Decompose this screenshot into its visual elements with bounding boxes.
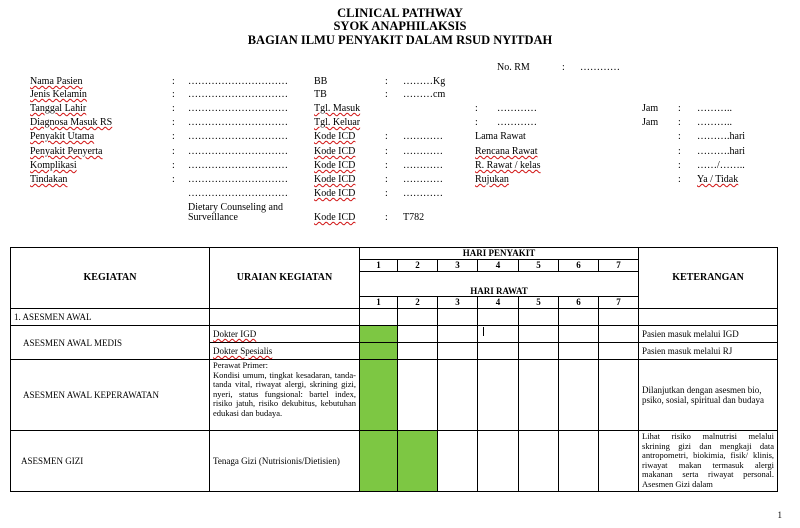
text-cursor bbox=[483, 327, 484, 336]
lama-rawat-label: Lama Rawat bbox=[475, 131, 526, 142]
lama-rawat-field[interactable]: ……….hari bbox=[697, 131, 746, 142]
dokter-igd-keterangan: Pasien masuk melalui IGD bbox=[639, 326, 778, 343]
kode-icd-field[interactable]: ………… bbox=[403, 146, 443, 157]
pathway-title: CLINICAL PATHWAY bbox=[337, 6, 463, 20]
colon: : bbox=[172, 76, 175, 87]
diagnosa-label: Diagnosa Masuk RS bbox=[30, 117, 113, 128]
day-cell-filled[interactable] bbox=[360, 326, 398, 343]
colon: : bbox=[172, 131, 175, 142]
colon: : bbox=[678, 160, 681, 171]
tgl-masuk-label: Tgl. Masuk bbox=[314, 103, 361, 114]
jenis-kelamin-field[interactable]: ………………………… bbox=[188, 89, 288, 100]
kode-icd-field[interactable]: ………… bbox=[403, 188, 443, 199]
r-rawat-label: R. Rawat / kelas bbox=[475, 160, 541, 171]
dietary-label-1: Dietary Counseling and bbox=[188, 202, 283, 213]
tb-value[interactable]: ………cm bbox=[403, 89, 446, 100]
day-cell[interactable] bbox=[478, 360, 519, 431]
pathway-subtitle: SYOK ANAPHILAKSIS bbox=[333, 19, 467, 33]
hari-penyakit-day: 7 bbox=[599, 259, 639, 271]
colon: : bbox=[475, 103, 478, 114]
day-cell[interactable] bbox=[559, 343, 599, 360]
day-cell[interactable] bbox=[599, 360, 639, 431]
no-rm-value[interactable]: ………… bbox=[580, 62, 620, 73]
colon: : bbox=[678, 117, 681, 128]
day-cell[interactable] bbox=[438, 360, 478, 431]
hari-rawat-day: 3 bbox=[438, 296, 478, 308]
komplikasi-label: Komplikasi bbox=[30, 160, 77, 171]
day-cell[interactable] bbox=[438, 326, 478, 343]
perawat-title: Perawat Primer: bbox=[213, 360, 268, 370]
colon: : bbox=[385, 160, 388, 171]
clinical-pathway-table bbox=[10, 247, 778, 492]
colon: : bbox=[385, 131, 388, 142]
kode-icd-field[interactable]: ………… bbox=[403, 131, 443, 142]
asesmen-gizi-label: ASESMEN GIZI bbox=[11, 431, 210, 492]
nama-pasien-label: Nama Pasien bbox=[30, 76, 83, 87]
day-cell[interactable] bbox=[478, 326, 519, 343]
colon: : bbox=[385, 174, 388, 185]
day-cell[interactable] bbox=[519, 326, 559, 343]
penyakit-utama-label: Penyakit Utama bbox=[30, 131, 95, 142]
tanggal-lahir-label: Tanggal Lahir bbox=[30, 103, 87, 114]
header-kegiatan: KEGIATAN bbox=[11, 248, 210, 309]
colon: : bbox=[172, 89, 175, 100]
pathway-department: BAGIAN ILMU PENYAKIT DALAM RSUD NYITDAH bbox=[247, 33, 553, 47]
asesmen-awal-keperawatan-label: ASESMEN AWAL KEPERAWATAN bbox=[11, 360, 210, 431]
table-row bbox=[11, 309, 778, 326]
tindakan-label: Tindakan bbox=[30, 174, 68, 185]
table-row bbox=[11, 431, 778, 492]
kode-icd-field[interactable]: ………… bbox=[403, 174, 443, 185]
hari-penyakit-day: 3 bbox=[438, 259, 478, 271]
penyakit-utama-field[interactable]: ………………………… bbox=[188, 131, 288, 142]
kode-icd-label: Kode ICD bbox=[314, 146, 356, 157]
day-cell[interactable] bbox=[559, 326, 599, 343]
colon: : bbox=[475, 117, 478, 128]
bb-value[interactable]: ………Kg bbox=[403, 76, 446, 87]
day-cell-filled[interactable] bbox=[360, 343, 398, 360]
day-cell[interactable] bbox=[519, 360, 559, 431]
tb-label: TB bbox=[314, 89, 327, 100]
keperawatan-keterangan: Dilanjutkan dengan asesmen bio, psiko, sosial, spiritual dan budaya bbox=[639, 360, 778, 431]
gizi-keterangan: Lihat risiko malnutrisi melalui skrining gizi dan mengkaji data antropometri, biokimia, fisik/ klinis, riwayat makan termasuk alergi makanan serta riwayat personal. Asesmen Gizi dalam bbox=[639, 431, 778, 492]
no-rm-colon: : bbox=[562, 62, 565, 73]
rujukan-label: Rujukan bbox=[475, 174, 509, 185]
dokter-spesialis-keterangan: Pasien masuk melalui RJ bbox=[639, 343, 778, 360]
day-cell[interactable] bbox=[559, 431, 599, 492]
penyakit-penyerta-field[interactable]: ………………………… bbox=[188, 146, 288, 157]
day-cell[interactable] bbox=[398, 360, 438, 431]
perawat-uraian bbox=[210, 360, 360, 431]
colon: : bbox=[678, 146, 681, 157]
page-number: 1 bbox=[777, 510, 782, 520]
asesmen-awal-medis-label: ASESMEN AWAL MEDIS bbox=[11, 326, 210, 360]
hari-rawat-day: 1 bbox=[360, 296, 398, 308]
hari-penyakit-day: 4 bbox=[478, 259, 519, 271]
day-cell[interactable] bbox=[599, 326, 639, 343]
hari-penyakit-day: 2 bbox=[398, 259, 438, 271]
kode-icd-label: Kode ICD bbox=[314, 174, 356, 185]
tgl-masuk-field[interactable]: ………… bbox=[497, 103, 537, 114]
rencana-rawat-field[interactable]: ……….hari bbox=[697, 146, 746, 157]
kode-icd-label: Kode ICD bbox=[314, 212, 356, 223]
kode-icd-label: Kode ICD bbox=[314, 188, 356, 199]
colon: : bbox=[385, 146, 388, 157]
colon: : bbox=[172, 103, 175, 114]
hari-rawat-day: 5 bbox=[519, 296, 559, 308]
hari-rawat-day: 2 bbox=[398, 296, 438, 308]
day-cell[interactable] bbox=[438, 431, 478, 492]
hari-penyakit-day: 1 bbox=[360, 259, 398, 271]
kode-icd-value: T782 bbox=[403, 212, 425, 223]
tgl-keluar-label: Tgl. Keluar bbox=[314, 117, 361, 128]
header-uraian-kegiatan: URAIAN KEGIATAN bbox=[210, 248, 360, 309]
colon: : bbox=[385, 188, 388, 199]
no-rm-label: No. RM bbox=[497, 62, 530, 73]
colon: : bbox=[385, 89, 388, 100]
day-cell[interactable] bbox=[398, 326, 438, 343]
hari-rawat-day: 7 bbox=[599, 296, 639, 308]
colon: : bbox=[172, 146, 175, 157]
colon: : bbox=[385, 212, 388, 223]
nama-pasien-field[interactable]: ………………………… bbox=[188, 76, 288, 87]
hari-penyakit-day: 5 bbox=[519, 259, 559, 271]
jam-label: Jam bbox=[642, 117, 659, 128]
komplikasi-field[interactable]: ………………………… bbox=[188, 160, 288, 171]
table-row bbox=[11, 326, 778, 343]
bb-label: BB bbox=[314, 76, 328, 87]
day-cell[interactable] bbox=[519, 343, 559, 360]
day-cell[interactable] bbox=[478, 343, 519, 360]
header-hari-penyakit: HARI PENYAKIT bbox=[360, 248, 639, 260]
tindakan-field[interactable]: ………………………… bbox=[188, 174, 288, 185]
header-keterangan: KETERANGAN bbox=[639, 248, 778, 309]
day-cell[interactable] bbox=[398, 343, 438, 360]
day-cell[interactable] bbox=[559, 360, 599, 431]
penyakit-penyerta-label: Penyakit Penyerta bbox=[30, 146, 103, 157]
rencana-rawat-label: Rencana Rawat bbox=[475, 146, 538, 157]
table-row bbox=[11, 360, 778, 431]
section-asesmen-awal: 1. ASESMEN AWAL bbox=[11, 309, 210, 326]
gizi-uraian: Tenaga Gizi (Nutrisionis/Dietisien) bbox=[210, 431, 360, 492]
header-hari-rawat: HARI RAWAT bbox=[360, 271, 639, 296]
kode-icd-label: Kode ICD bbox=[314, 131, 356, 142]
jenis-kelamin-label: Jenis Kelamin bbox=[30, 89, 87, 100]
colon: : bbox=[385, 76, 388, 87]
hari-penyakit-day: 6 bbox=[559, 259, 599, 271]
hari-rawat-day: 6 bbox=[559, 296, 599, 308]
dietary-field[interactable]: ………………………… bbox=[188, 188, 288, 199]
colon: : bbox=[172, 160, 175, 171]
day-cell-filled[interactable] bbox=[360, 431, 398, 492]
kode-icd-field[interactable]: ………… bbox=[403, 160, 443, 171]
colon: : bbox=[678, 103, 681, 114]
day-cell-filled[interactable] bbox=[360, 360, 398, 431]
colon: : bbox=[678, 131, 681, 142]
day-cell[interactable] bbox=[599, 343, 639, 360]
colon: : bbox=[678, 174, 681, 185]
colon: : bbox=[172, 174, 175, 185]
dokter-spesialis: Dokter Spesialis bbox=[210, 343, 360, 360]
jam-label: Jam bbox=[642, 103, 659, 114]
dokter-igd: Dokter IGD bbox=[210, 326, 360, 343]
day-cell[interactable] bbox=[599, 431, 639, 492]
rujukan-field[interactable]: Ya / Tidak bbox=[697, 174, 739, 185]
perawat-text: Kondisi umum, tingkat kesadaran, tanda-tanda vital, riwayat alergi, skrining gizi, nyeri, status fungsional: bartel index, risiko jatuh, risiko dekubitus, kebutuhan edukasi dan budaya. bbox=[213, 369, 356, 418]
jam-keluar-field[interactable]: ……….. bbox=[697, 117, 732, 128]
tgl-keluar-field[interactable]: ………… bbox=[497, 117, 537, 128]
day-cell-filled[interactable] bbox=[398, 431, 438, 492]
tanggal-lahir-field[interactable]: ………………………… bbox=[188, 103, 288, 114]
r-rawat-field[interactable]: ……/…….. bbox=[697, 160, 745, 171]
hari-rawat-day: 4 bbox=[478, 296, 519, 308]
jam-masuk-field[interactable]: ……….. bbox=[697, 103, 732, 114]
day-cell[interactable] bbox=[519, 431, 559, 492]
day-cell[interactable] bbox=[478, 431, 519, 492]
dietary-label-2: Surveillance bbox=[188, 212, 238, 223]
colon: : bbox=[172, 117, 175, 128]
day-cell[interactable] bbox=[438, 343, 478, 360]
kode-icd-label: Kode ICD bbox=[314, 160, 356, 171]
diagnosa-field[interactable]: ………………………… bbox=[188, 117, 288, 128]
